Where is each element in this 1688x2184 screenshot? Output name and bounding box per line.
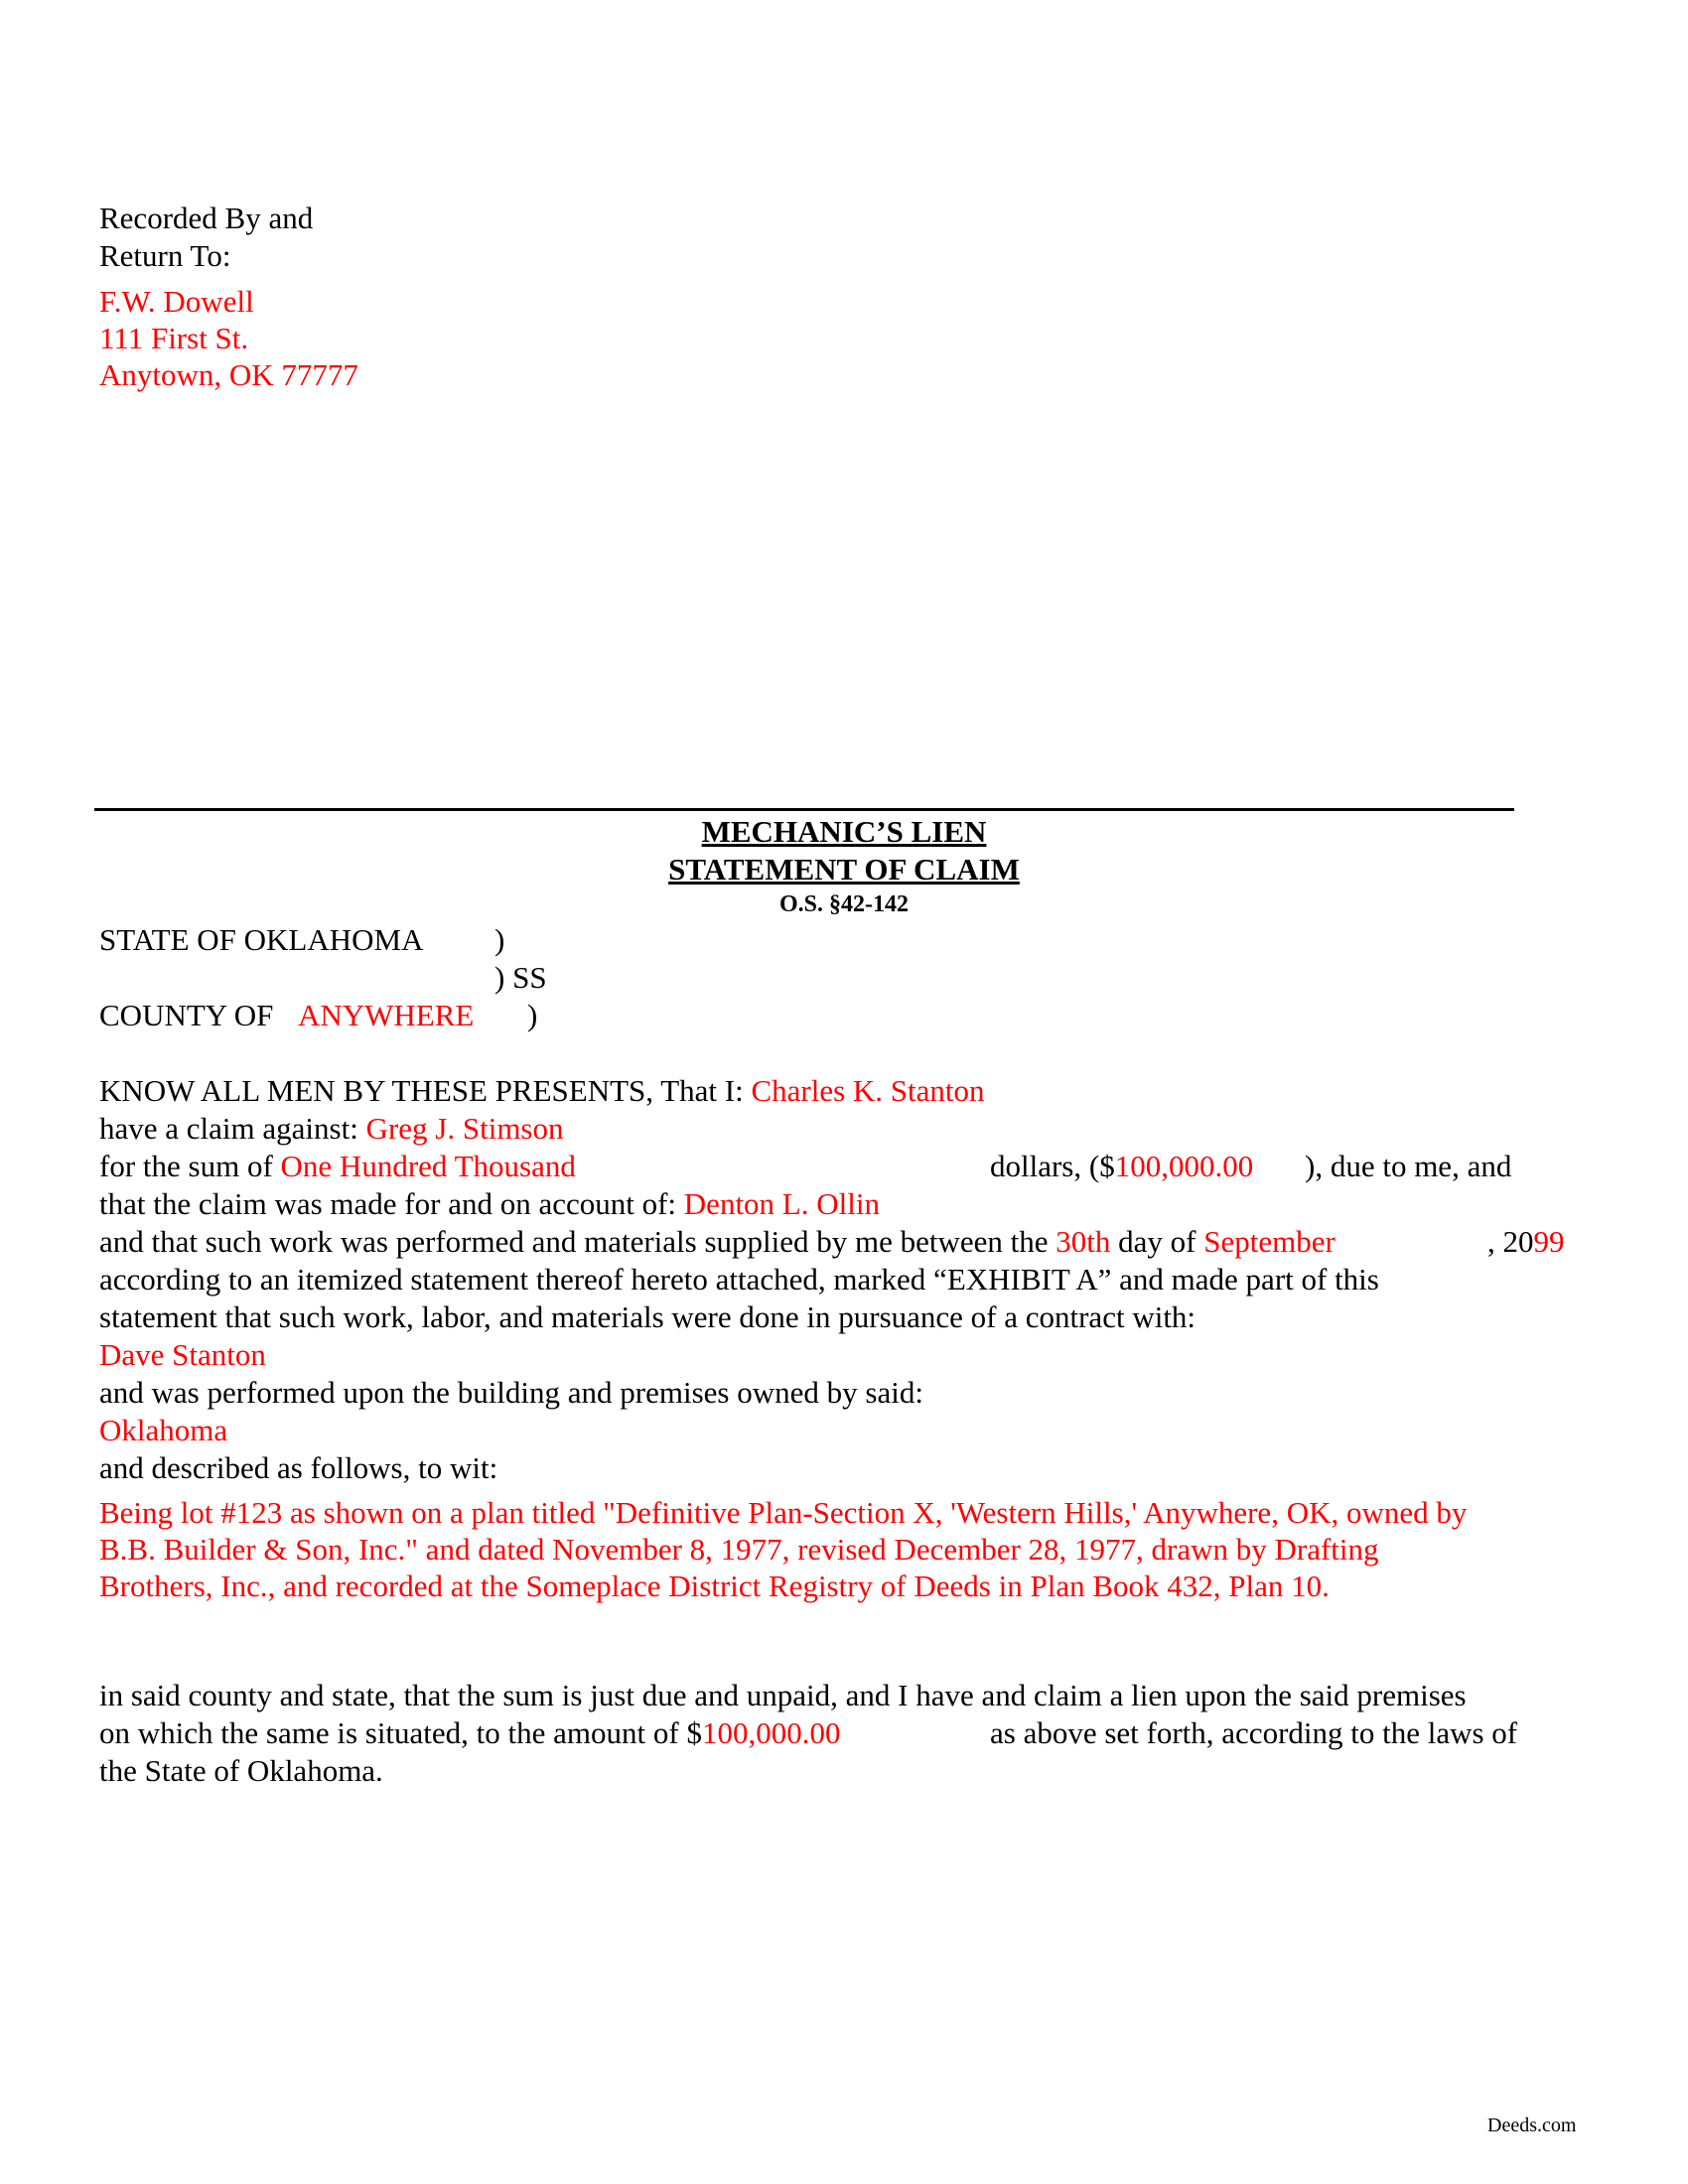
footer-watermark: Deeds.com: [1487, 2115, 1577, 2136]
legal-description-line: B.B. Builder & Son, Inc." and dated November 8, 1977, revised December 28, 1977, drawn by Drafting: [99, 1532, 1379, 1567]
sum-amount: 100,000.00: [1114, 1149, 1254, 1183]
day-of-label: day of: [1118, 1224, 1196, 1259]
document-title: MECHANIC’S LIEN: [701, 814, 987, 849]
return-to-street: 111 First St.: [99, 321, 249, 355]
sum-line: [99, 1148, 576, 1185]
document-subtitle: STATEMENT OF CLAIM: [668, 852, 1020, 887]
venue-ss: ) SS: [494, 960, 547, 995]
legal-description-line: Brothers, Inc., and recorded at the Someplace District Registry of Deeds in Plan Book 432, Plan 10.: [99, 1569, 1330, 1603]
venue-county-label: COUNTY OF: [99, 998, 274, 1032]
venue-paren-1: ): [494, 922, 505, 957]
claim-against-name: Greg J. Stimson: [365, 1111, 564, 1146]
return-to-city: Anytown, OK 77777: [99, 357, 358, 392]
venue-state: STATE OF OKLAHOMA: [99, 922, 424, 957]
itemized-line: according to an itemized statement thereof hereto attached, marked “EXHIBIT A” and made part of this: [99, 1262, 1379, 1297]
performed-month: September: [1203, 1224, 1336, 1259]
dollars-line: [990, 1148, 1253, 1185]
know-all-men-line: [99, 1072, 985, 1110]
contractor-name: Dave Stanton: [99, 1337, 266, 1372]
performed-line: [99, 1223, 1336, 1261]
closing-amount-label: on which the same is situated, to the amount of $: [99, 1715, 702, 1750]
venue-paren-3: ): [527, 998, 538, 1032]
owned-by-line: and was performed upon the building and premises owned by said:: [99, 1375, 923, 1410]
owner-name: Oklahoma: [99, 1413, 228, 1447]
venue-county: ANYWHERE: [298, 998, 475, 1032]
legal-description-line: Being lot #123 as shown on a plan titled "Definitive Plan-Section X, 'Western Hills,' Anywhere, OK, owned by: [99, 1495, 1468, 1530]
recorded-by-heading: Recorded By and: [99, 201, 314, 235]
year-suffix: 99: [1533, 1224, 1565, 1259]
due-label: ), due to me, and: [1305, 1149, 1512, 1183]
closing-line-2: [99, 1714, 840, 1752]
closing-amount: 100,000.00: [701, 1715, 841, 1750]
statute-citation: O.S. §42-142: [778, 891, 909, 917]
year-prefix: , 20: [1487, 1224, 1534, 1259]
pursuance-line: statement that such work, labor, and materials were done in pursuance of a contract with:: [99, 1299, 1196, 1334]
described-line: and described as follows, to wit:: [99, 1450, 498, 1485]
account-name: Denton L. Ollin: [683, 1186, 880, 1221]
closing-line-2-suffix: as above set forth, according to the laws of: [990, 1715, 1518, 1750]
closing-line-3: the State of Oklahoma.: [99, 1753, 383, 1788]
header-divider: [94, 808, 1514, 811]
closing-line-1: in said county and state, that the sum is just due and unpaid, and I have and claim a lien upon the said premises: [99, 1678, 1467, 1712]
return-to-name: F.W. Dowell: [99, 284, 254, 319]
return-to-heading: Return To:: [99, 238, 231, 273]
dollars-label: dollars, ($: [990, 1149, 1115, 1183]
sum-label: for the sum of: [99, 1149, 273, 1183]
sum-words: One Hundred Thousand: [280, 1149, 576, 1183]
know-all-men-text: KNOW ALL MEN BY THESE PRESENTS, That I:: [99, 1073, 744, 1108]
claim-against-line: [99, 1110, 564, 1148]
account-line: [99, 1185, 880, 1223]
claim-against-label: have a claim against:: [99, 1111, 358, 1146]
claimant-name: Charles K. Stanton: [751, 1073, 985, 1108]
performed-day: 30th: [1055, 1224, 1111, 1259]
performed-year: [1487, 1223, 1565, 1261]
account-label: that the claim was made for and on account of:: [99, 1186, 677, 1221]
performed-label: and that such work was performed and materials supplied by me between the: [99, 1224, 1049, 1259]
